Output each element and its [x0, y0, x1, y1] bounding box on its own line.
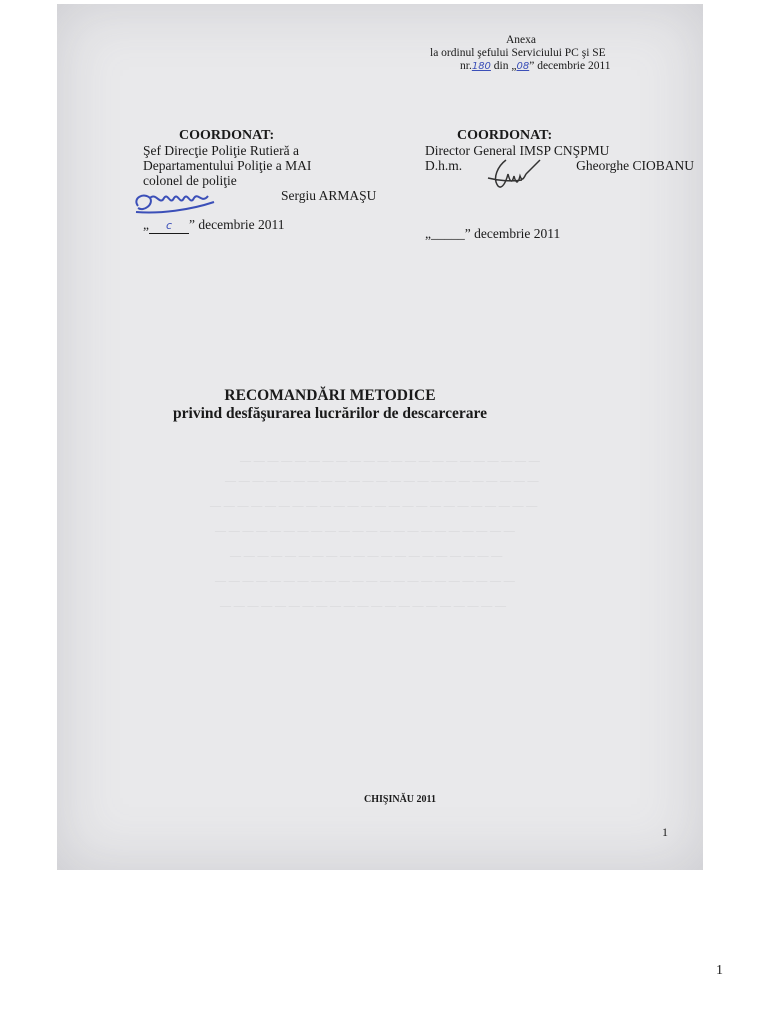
annex-number-line	[460, 60, 611, 73]
right-approval-date: „_____” decembrie 2011	[425, 226, 561, 241]
date-rest: ” decembrie 2011	[189, 217, 285, 232]
nr-handwritten: 180	[471, 61, 491, 72]
left-signature	[130, 188, 220, 220]
right-approval-heading: COORDONAT:	[457, 128, 553, 143]
document-subtitle: privind desfăşurarea lucrărilor de descarcerare	[173, 405, 487, 422]
annex-title: Anexa	[506, 34, 537, 46]
day-handwritten: 08	[516, 61, 530, 72]
annex-order-line: la ordinul şefului Serviciului PC şi SE	[430, 47, 606, 59]
right-approval-name: Gheorghe CIOBANU	[576, 158, 694, 173]
date-day-handwritten: c	[149, 218, 189, 234]
right-approval-line2	[425, 158, 694, 173]
document-title: RECOMANDĂRI METODICE	[224, 387, 436, 404]
outer-page-number: 1	[716, 963, 723, 978]
left-approval-line1: Şef Direcţie Poliţie Rutieră a	[143, 143, 299, 158]
left-approval-heading: COORDONAT:	[179, 128, 275, 143]
left-approval-line3: colonel de poliţie	[143, 173, 237, 188]
right-approval-block	[425, 128, 694, 241]
right-approval-degree: D.h.m.	[425, 158, 463, 173]
inner-page-number: 1	[662, 825, 668, 839]
date-open-quote: „	[143, 217, 149, 232]
nr-prefix: nr.	[460, 60, 472, 72]
left-approval-line2: Departamentului Poliţie a MAI	[143, 158, 312, 173]
place-and-year: CHIŞINĂU 2011	[364, 794, 436, 805]
right-signature	[486, 156, 542, 194]
date-suffix: ” decembrie 2011	[529, 60, 611, 72]
left-approval-name: Sergiu ARMAŞU	[281, 188, 377, 203]
date-middle: din „	[493, 60, 517, 72]
right-approval-line1: Director General IMSP CNŞPMU	[425, 143, 610, 158]
